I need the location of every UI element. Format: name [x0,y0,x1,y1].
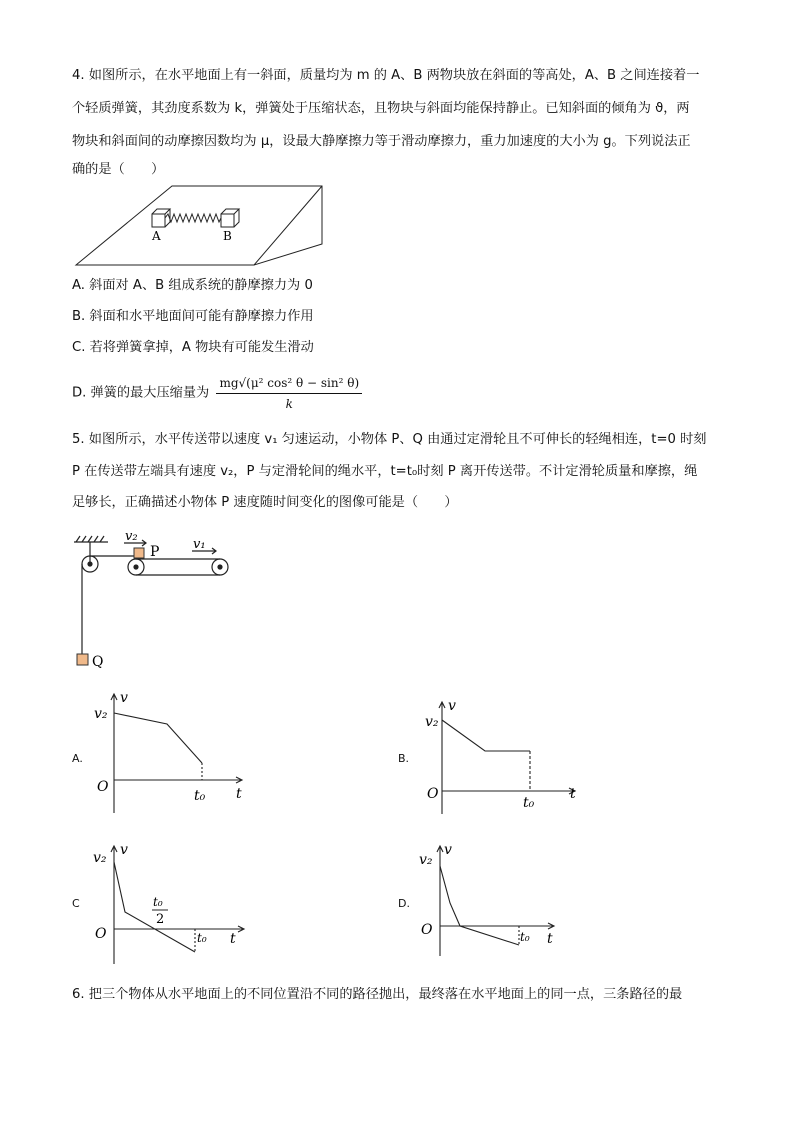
q4-line-3: 物块和斜面间的动摩擦因数均为 μ，设最大静摩擦力等于滑动摩擦力，重力加速度的大小为 g。下列说法正 [72,134,691,149]
incline-figure [72,184,332,270]
q4-option-c: C. 若将弹簧拿掉，A 物块有可能发生滑动 [72,340,314,355]
graph-d-v-label: v [444,842,452,858]
label-q: Q [92,654,104,670]
q5-line-3: 足够长，正确描述小物体 P 速度随时间变化的图像可能是（ ） [72,495,458,510]
graph-d-v2-label: v₂ [419,852,433,868]
graph-d-origin: O [421,922,433,938]
graph-c-half-numerator: t₀ [153,895,163,909]
graph-a [92,688,252,813]
label-v2: v₂ [125,529,138,544]
label-v1: v₁ [193,537,206,552]
q4-option-b: B. 斜面和水平地面间可能有静摩擦力作用 [72,309,314,324]
q5-line-2: P 在传送带左端具有速度 v₂，P 与定滑轮间的绳水平，t=t₀时刻 P 离开传送带。不计定滑轮质量和摩擦，绳 [72,464,698,479]
graph-b-v-label: v [448,698,456,714]
graph-d-t-label: t [547,931,553,947]
graph-d [418,840,578,960]
q5-line-1: 5. 如图所示，水平传送带以速度 v₁ 匀速运动，小物体 P、Q 由通过定滑轮且不可伸长的轻绳相连，t=0 时刻 [72,432,707,447]
label-p: P [150,544,160,560]
option-a-label: A. [72,752,83,765]
q6-line-1: 6. 把三个物体从水平地面上的不同位置沿不同的路径抛出，最终落在水平地面上的同一点，三条路径的最 [72,987,683,1002]
graph-c-t-label: t [230,931,236,947]
label-block-a: A [152,229,161,243]
graph-a-t-label: t [236,786,242,802]
graph-b-v2-label: v₂ [425,714,439,730]
max-compression-formula [216,374,362,413]
graph-a-v-label: v [120,690,128,706]
graph-b [420,696,580,814]
label-block-b: B [223,229,232,243]
graph-b-t0-label: t₀ [523,795,535,811]
q4-option-a: A. 斜面对 A、B 组成系统的静摩擦力为 0 [72,278,313,293]
graph-c-t0-label: t₀ [197,931,207,945]
graph-c-half-denominator: 2 [156,912,165,927]
q4-line-2: 个轻质弹簧，其劲度系数为 k，弹簧处于压缩状态，且物块与斜面均能保持静止。已知斜面的倾角为 ϑ，两 [72,101,690,116]
formula-numerator: mg√(μ² cos² θ − sin² θ) [216,374,362,394]
q4-line-4: 确的是（ ） [72,162,165,177]
option-d-label: D. [398,897,410,910]
graph-a-v2-label: v₂ [94,706,108,722]
graph-c-v-label: v [120,842,128,858]
option-c-label: C [72,897,80,910]
graph-d-t0-label: t₀ [520,930,530,944]
q4-option-d-prefix: D. 弹簧的最大压缩量为 [72,385,210,401]
graph-c-origin: O [95,926,107,942]
graph-b-t-label: t [570,786,576,802]
option-b-label: B. [398,752,410,765]
graph-a-origin: O [97,779,109,795]
conveyor-setup-figure [70,528,240,673]
graph-c-v2-label: v₂ [93,850,107,866]
graph-b-origin: O [427,786,439,802]
q4-option-d [72,374,362,413]
graph-c [92,840,252,968]
q4-line-1: 4. 如图所示，在水平地面上有一斜面，质量均为 m 的 A、B 两物块放在斜面的等高处，A、B 之间连接着一 [72,68,700,83]
graph-a-t0-label: t₀ [194,788,206,804]
formula-denominator: k [285,397,293,411]
